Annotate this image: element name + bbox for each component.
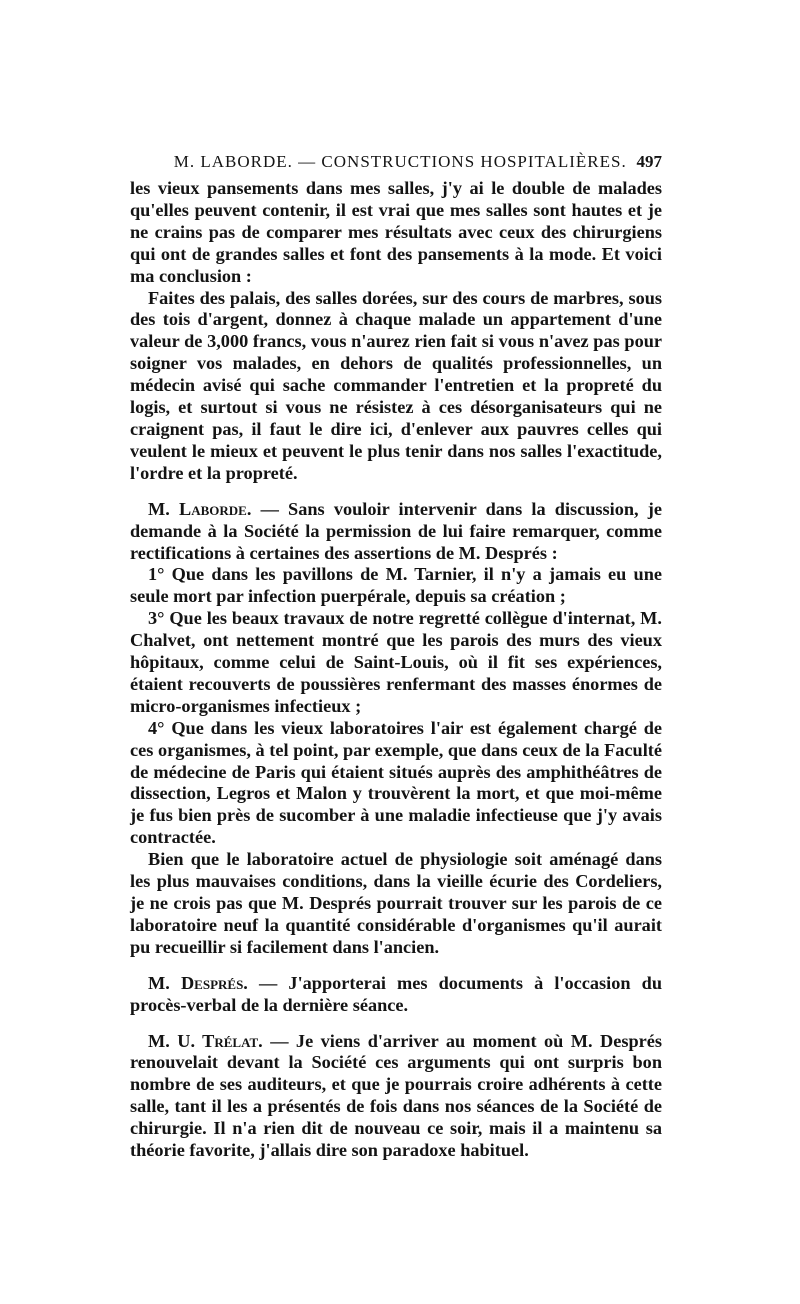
paragraph-point-4: 4° Que dans les vieux laboratoires l'air est également chargé de ces organismes, à tel point, par exemple, que dans ceux de la Faculté de médecine de Paris qui étaient situés auprès des amphithéâtres de dissection, Legros et Malon y trouvèrent la mort, et que moi-même je fus bien près de sucomber à une maladie infectieuse que j'y avais contractée.	[130, 717, 662, 848]
running-head	[130, 152, 662, 172]
running-title: M. LABORDE. — CONSTRUCTIONS HOSPITALIÈRES.	[173, 152, 627, 171]
paragraph-laboratory: Bien que le laboratoire actuel de physiologie soit aménagé dans les plus mauvaises conditions, dans la vieille écurie des Cordeliers, je ne crois pas que M. Després pourrait trouver sur les parois de ce laboratoire neuf la quantité considérable d'organismes qu'il aurait pu recueillir si facilement dans l'ancien.	[130, 849, 662, 957]
page-number: 497	[636, 152, 662, 171]
speaker-trelat: M. U. Trélat.	[148, 1030, 263, 1051]
paragraph-despres	[130, 973, 662, 1017]
paragraph-trelat-text: — Je viens d'arriver au moment où M. Després renouvelait devant la Société ces arguments qui ont surpris bon nombre de ses auditeurs, et que je pourrais croire adhérents à cette salle, tant il les a présentés de fois dans nos séances de la Société de chirurgie. Il n'a rien dit de nouveau ce soir, mais il a maintenu sa théorie favorite, j'allais dire son paradoxe habituel.	[130, 1030, 662, 1161]
paragraph-despres-text: — J'apporterai mes documents à l'occasion du procès-verbal de la dernière séance.	[130, 972, 662, 1015]
paragraph-laborde	[130, 499, 662, 565]
speaker-despres: M. Després.	[148, 972, 248, 993]
paragraph-point-3: 3° Que les beaux travaux de notre regretté collègue d'internat, M. Chalvet, ont nettement montré que les parois des murs des vieux hôpitaux, comme celui de Saint-Louis, où il fit ses expériences, étaient recouverts de poussières renfermant des masses énormes de micro-organismes infectieux ;	[130, 608, 662, 716]
paragraph-laborde-text: — Sans vouloir intervenir dans la discussion, je demande à la Société la permission de lui faire remarquer, comme rectifications à certaines des assertions de M. Després :	[130, 498, 662, 563]
paragraph-trelat	[130, 1031, 662, 1162]
paragraph-2: Faites des palais, des salles dorées, sur des cours de marbres, sous des tois d'argent, donnez à chaque malade un appartement d'une valeur de 3,000 francs, vous n'aurez rien fait si vous n'avez pas pour soigner vos malades, en dehors de qualités professionnelles, un médecin avisé qui sache commander l'entretien et la propreté du logis, et surtout si vous ne résistez à ces désorganisateurs qui ne craignent pas, il faut le dire ici, d'enlever aux pauvres celles qui veulent le mieux et peuvent le plus tenir dans nos salles l'exactitude, l'ordre et la propreté.	[130, 287, 662, 483]
paragraph-point-1: 1° Que dans les pavillons de M. Tarnier, il n'y a jamais eu une seule mort par infection puerpérale, depuis sa création ;	[130, 564, 662, 607]
paragraph-1: les vieux pansements dans mes salles, j'y ai le double de malades qu'elles peuvent contenir, il est vrai que mes salles sont hautes et je ne crains pas de comparer mes résultats avec ceux des chirurgiens qui ont de grandes salles et font des pansements à la mode. Et voici ma conclusion :	[130, 178, 662, 286]
page	[130, 152, 662, 1162]
speaker-laborde: M. Laborde.	[148, 498, 252, 519]
